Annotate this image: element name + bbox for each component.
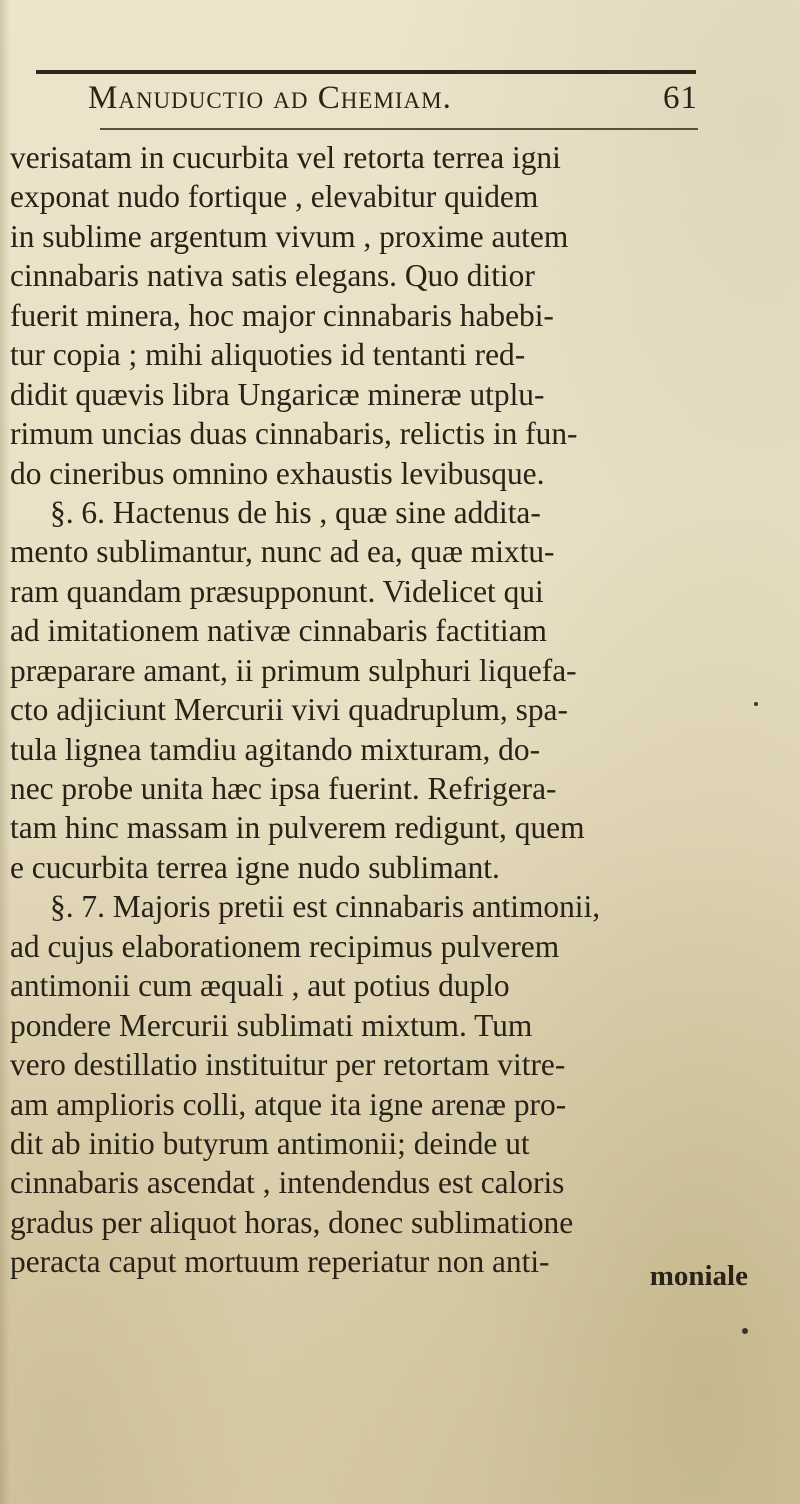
text-line: cto adjiciunt Mercurii vivi quadruplum, spa- [10, 692, 568, 728]
text-line: rimum uncias duas cinnabaris, relictis in fun- [10, 416, 578, 452]
text-line: vero destillatio instituitur per retortam vitre- [10, 1047, 566, 1083]
text-line: nec probe unita hæc ipsa fuerint. Refrigera- [10, 771, 557, 806]
text-line: pondere Mercurii sublimati mixtum. Tum [10, 1007, 533, 1043]
text-line: cinnabaris nativa satis elegans. Quo ditior [10, 258, 535, 294]
text-line: didit quævis libra Ungaricæ mineræ utplu- [10, 376, 545, 412]
text-line: am amplioris colli, atque ita igne arenæ pro- [10, 1086, 567, 1122]
text-line: mento sublimantur, nunc ad ea, quæ mixtu- [10, 534, 555, 570]
running-header [88, 80, 698, 117]
header-rule-bottom [100, 128, 698, 130]
text-line: cinnabaris ascendat , intendendus est caloris [10, 1165, 565, 1201]
text-line: do cineribus omnino exhaustis levibusque. [10, 455, 545, 491]
text-line: verisatam in cucurbita vel retorta terrea igni [10, 140, 561, 175]
text-line: gradus per aliquot horas, donec sublimatione [10, 1204, 574, 1240]
page-number: 61 [663, 80, 698, 116]
text-line: ad imitationem nativæ cinnabaris factitiam [10, 613, 547, 649]
text-line: antimonii cum æquali , aut potius duplo [10, 968, 510, 1004]
text-line: ram quandam præsupponunt. Videlicet qui [10, 573, 544, 609]
header-rule-top [36, 70, 696, 74]
ink-speck [742, 1328, 748, 1334]
text-line: tur copia ; mihi aliquoties id tentanti red- [10, 337, 526, 373]
body-text [10, 138, 800, 1282]
text-line: præparare amant, ii primum sulphuri liquefa- [10, 652, 577, 688]
section-6-start: §. 6. Hactenus de his , quæ sine addita- [50, 494, 541, 530]
text-line: ad cujus elaborationem recipimus pulverem [10, 928, 560, 964]
text-line: exponat nudo fortique , elevabitur quidem [10, 179, 539, 215]
text-line: tula lignea tamdiu agitando mixturam, do- [10, 731, 541, 767]
text-line: fuerit minera, hoc major cinnabaris habebi- [10, 297, 554, 333]
section-7-start: §. 7. Majoris pretii est cinnabaris antimonii, [50, 889, 601, 925]
text-line: dit ab initio butyrum antimonii; deinde ut [10, 1125, 530, 1161]
running-title: Manuductio ad Chemiam. [88, 80, 452, 116]
text-line: e cucurbita terrea igne nudo sublimant. [10, 849, 500, 885]
catchword: moniale [649, 1260, 748, 1292]
text-line: in sublime argentum vivum , proxime autem [10, 218, 569, 254]
text-line: tam hinc massam in pulverem redigunt, quem [10, 810, 585, 846]
text-line: peracta caput mortuum reperiatur non anti- [10, 1244, 550, 1280]
ink-speck [754, 702, 758, 706]
